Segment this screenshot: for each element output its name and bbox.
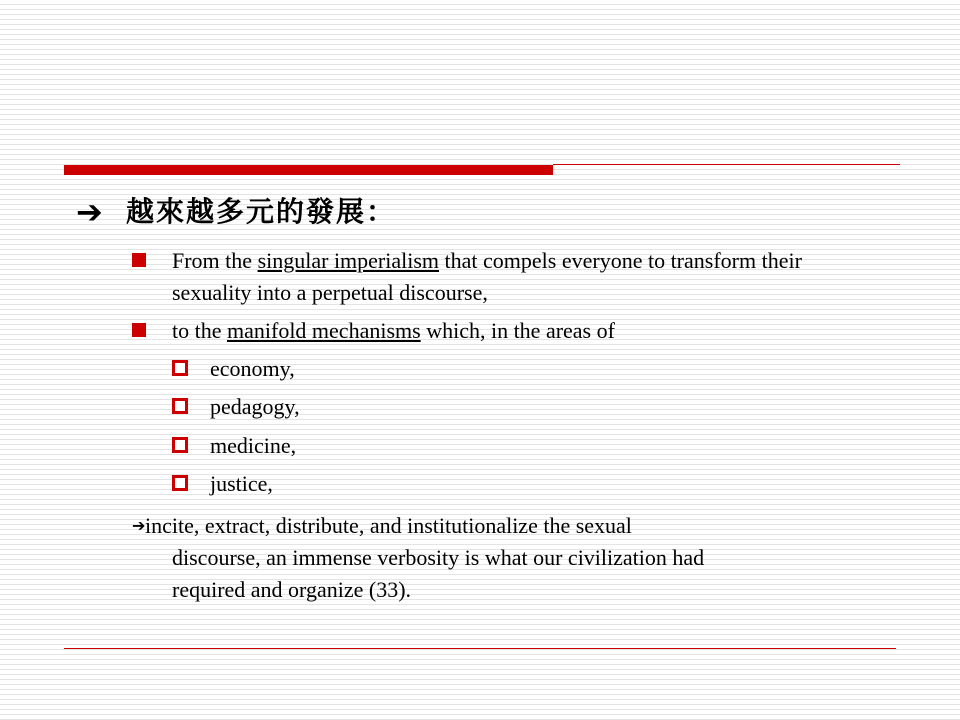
square-bullet-icon [132, 323, 146, 337]
bullet-text: From the singular imperialism that compels everyone to transform their sexuality into a perpetual discourse, [172, 248, 802, 305]
hollow-square-bullet-icon [172, 398, 188, 414]
bullet-text: to the manifold mechanisms which, in the areas of [172, 318, 615, 343]
hollow-square-bullet-icon [172, 360, 188, 376]
title-rule-thick [64, 165, 553, 175]
hollow-square-bullet-icon [172, 475, 188, 491]
underlined-term: singular imperialism [257, 248, 440, 273]
bullet-item-singular [132, 245, 872, 309]
area-item-economy [172, 353, 295, 385]
slide-title [76, 190, 396, 234]
conclusion-line: incite, extract, distribute, and institutionalize the sexual [145, 513, 632, 538]
area-item-justice [172, 468, 273, 500]
title-text: 越來越多元的發展： [126, 195, 397, 228]
arrow-right-icon: ➔ [132, 516, 146, 535]
underlined-term: manifold mechanisms [227, 318, 421, 343]
area-label: medicine, [210, 433, 297, 458]
area-label: economy, [210, 356, 295, 381]
area-item-pedagogy [172, 391, 300, 423]
hollow-square-bullet-icon [172, 437, 188, 453]
conclusion-paragraph [132, 510, 892, 606]
title-rule-thin [553, 164, 900, 165]
arrow-right-icon: ➔ [76, 193, 103, 231]
area-item-medicine [172, 430, 296, 462]
bullet-item-manifold [132, 315, 872, 347]
conclusion-line: required and organize (33). [172, 577, 412, 602]
area-label: pedagogy, [210, 394, 300, 419]
footer-rule [64, 648, 896, 649]
square-bullet-icon [132, 253, 146, 267]
area-label: justice, [210, 471, 273, 496]
conclusion-line: discourse, an immense verbosity is what our civilization had [172, 545, 705, 570]
